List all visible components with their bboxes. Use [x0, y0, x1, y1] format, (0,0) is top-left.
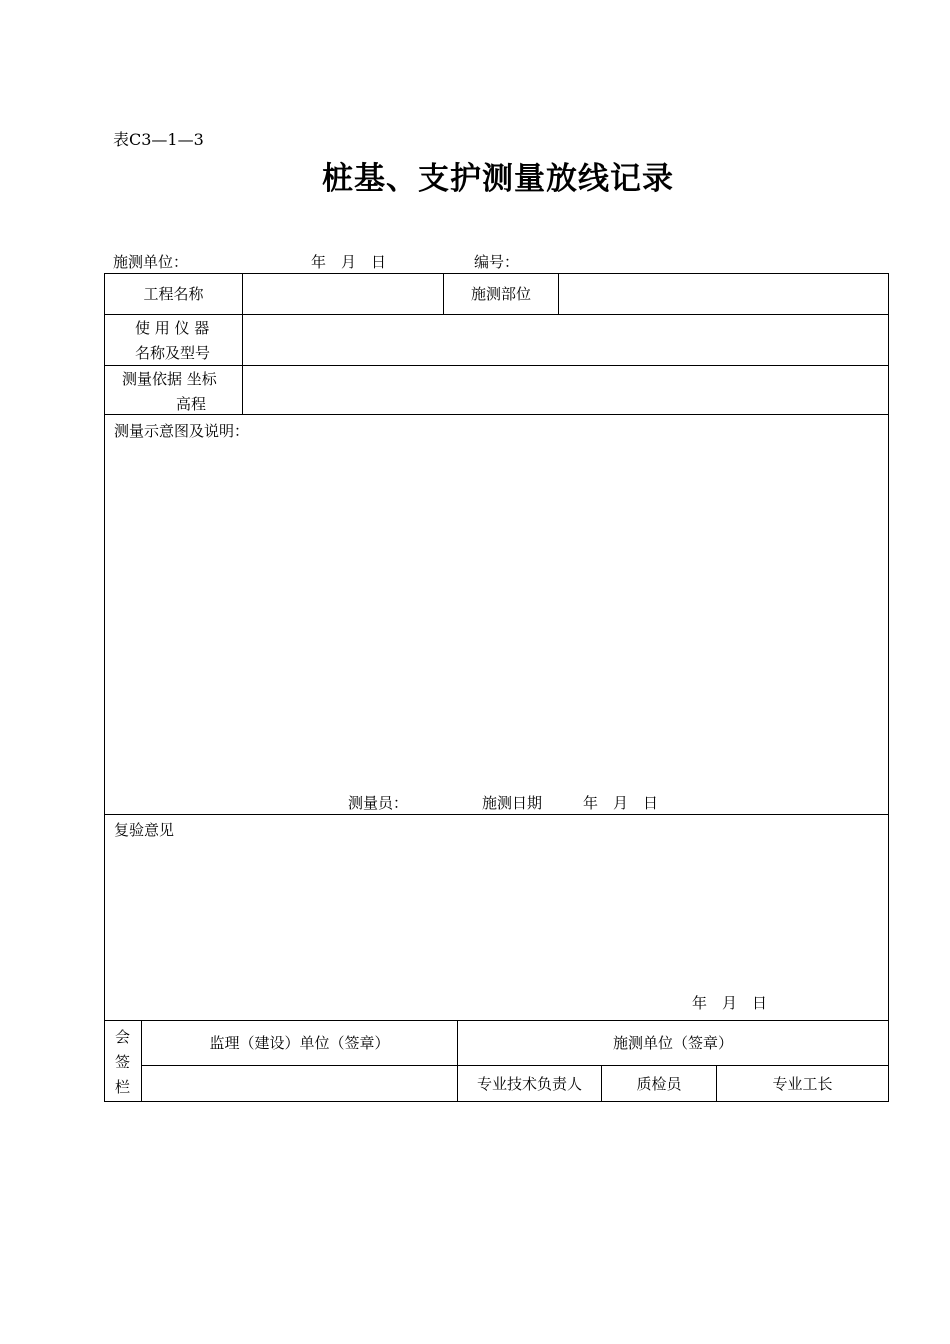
project-name-label: 工程名称: [143, 285, 204, 303]
basis-label-line1: 测量依据 坐标: [122, 370, 217, 388]
tech-lead-label: 专业技术负责人: [476, 1074, 582, 1093]
contractor-label: 施测单位（签章）: [612, 1034, 733, 1052]
signoff-side-label-1: 会: [115, 1028, 131, 1046]
location-label: 施测部位: [470, 285, 531, 303]
number-label: 编号：: [474, 253, 520, 271]
sketch-label: 测量示意图及说明：: [114, 422, 250, 440]
unit-label: 施测单位：: [113, 253, 189, 271]
page-title: 桩基、支护测量放线记录: [322, 161, 674, 197]
review-area[interactable]: [105, 845, 888, 985]
project-name-field[interactable]: [243, 274, 443, 314]
date-label: 年 月 日: [311, 253, 387, 271]
signoff-side-label-3: 栏: [115, 1078, 131, 1096]
table-border-right: [888, 273, 889, 1102]
form-code: 表C3—1—3: [113, 130, 204, 149]
instrument-field[interactable]: [243, 315, 888, 365]
foreman-label: 专业工长: [772, 1074, 833, 1093]
survey-date-label: 施测日期: [482, 794, 543, 812]
review-date-placeholder: 年 月 日: [692, 994, 768, 1012]
survey-date-placeholder: 年 月 日: [583, 794, 659, 812]
instrument-label-line1: 使 用 仪 器: [135, 319, 210, 337]
supervisor-label: 监理（建设）单位（签章）: [209, 1034, 390, 1052]
location-field[interactable]: [559, 274, 888, 314]
supervisor-signature-field[interactable]: [142, 1066, 457, 1101]
inspector-label: 质检员: [636, 1074, 682, 1093]
surveyor-label: 测量员：: [348, 794, 409, 812]
review-label: 复验意见: [114, 821, 175, 839]
instrument-label-line2: 名称及型号: [135, 344, 211, 362]
sketch-area[interactable]: [105, 445, 888, 785]
signoff-side-label-2: 签: [115, 1053, 131, 1071]
basis-label-line2: 高程: [176, 395, 207, 413]
table-border-bottom: [104, 1101, 889, 1102]
basis-field[interactable]: [243, 366, 888, 414]
